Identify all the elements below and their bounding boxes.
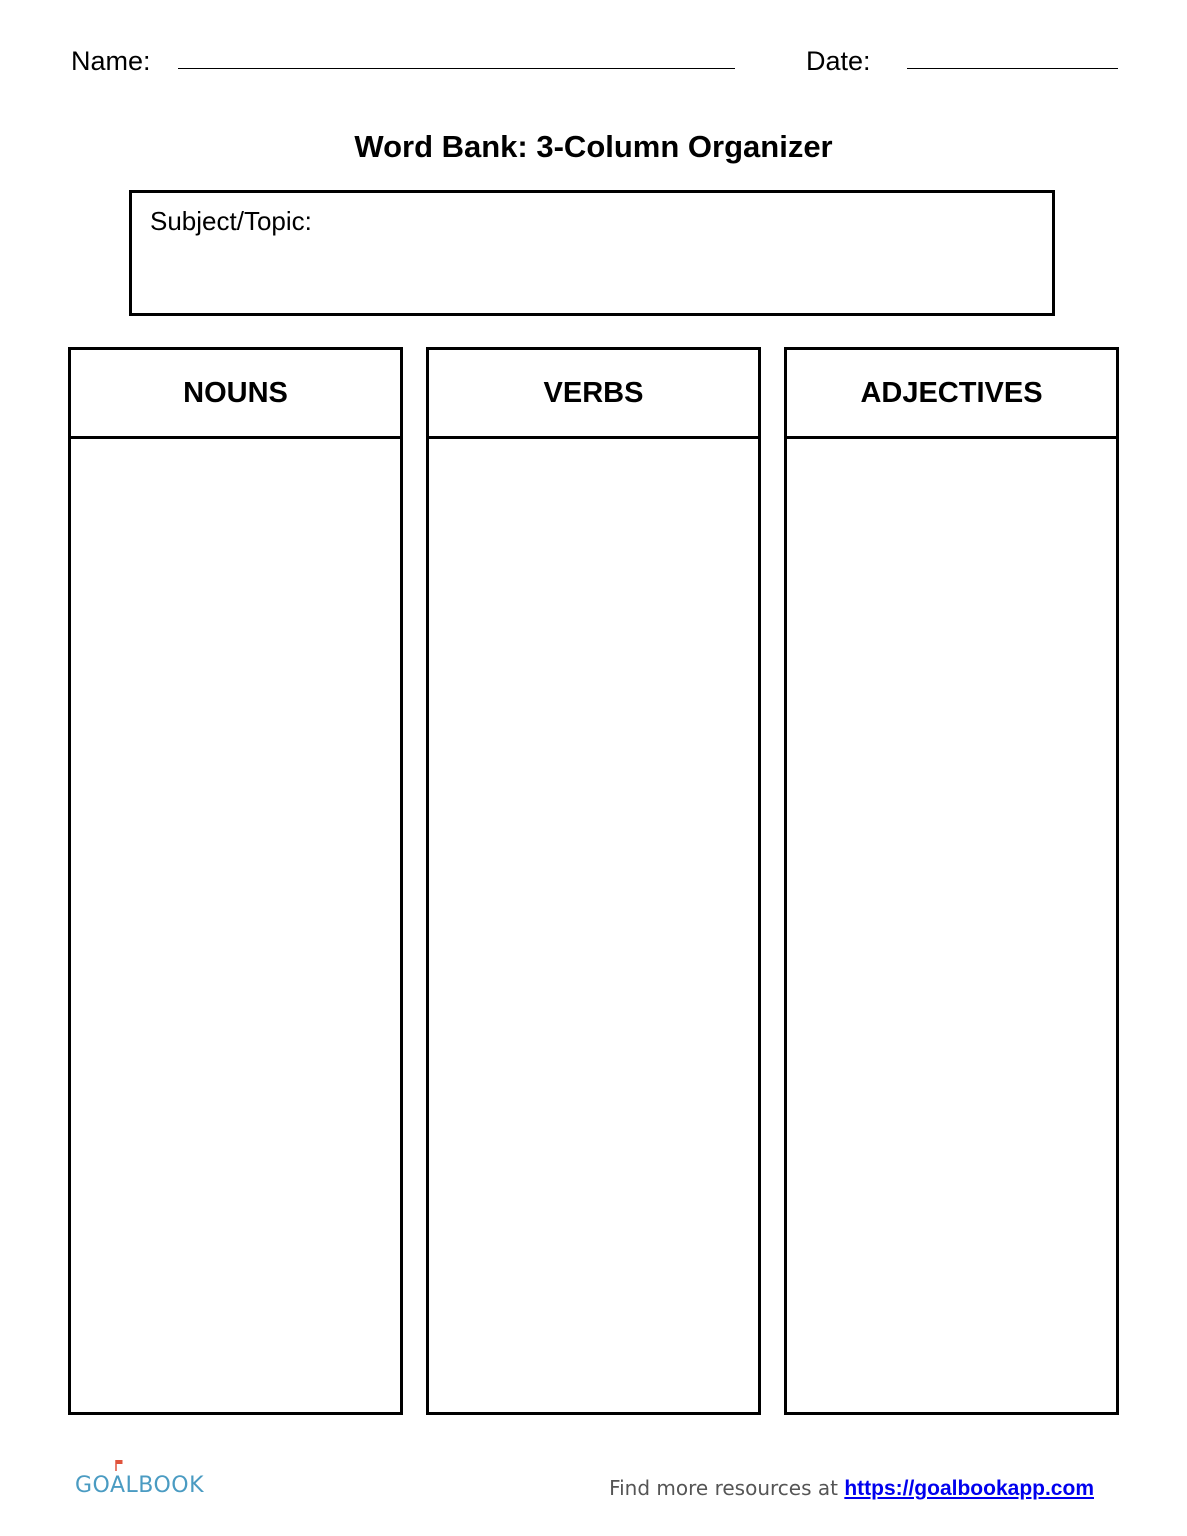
column-body-nouns[interactable] bbox=[71, 439, 400, 1412]
column-heading-verbs: VERBS bbox=[429, 350, 758, 439]
date-field-line[interactable] bbox=[907, 68, 1118, 69]
column-body-verbs[interactable] bbox=[429, 439, 758, 1412]
logo-text: GOALBOOK bbox=[75, 1473, 205, 1498]
name-field-line[interactable] bbox=[178, 68, 735, 69]
footer-prefix: Find more resources at bbox=[609, 1476, 838, 1500]
column-verbs bbox=[426, 347, 761, 1415]
column-heading-nouns: NOUNS bbox=[71, 350, 400, 439]
column-body-adjectives[interactable] bbox=[787, 439, 1116, 1412]
flag-icon bbox=[114, 1459, 126, 1471]
column-nouns bbox=[68, 347, 403, 1415]
subject-topic-box[interactable] bbox=[129, 190, 1055, 316]
goalbook-logo bbox=[75, 1466, 204, 1498]
column-adjectives bbox=[784, 347, 1119, 1415]
page-title: Word Bank: 3-Column Organizer bbox=[354, 129, 833, 164]
subject-topic-label: Subject/Topic: bbox=[150, 206, 312, 236]
footer-resources bbox=[609, 1475, 1094, 1502]
date-label: Date: bbox=[806, 46, 871, 76]
goalbook-link[interactable]: https://goalbookapp.com bbox=[844, 1477, 1094, 1500]
name-label: Name: bbox=[71, 46, 151, 76]
column-heading-adjectives: ADJECTIVES bbox=[787, 350, 1116, 439]
